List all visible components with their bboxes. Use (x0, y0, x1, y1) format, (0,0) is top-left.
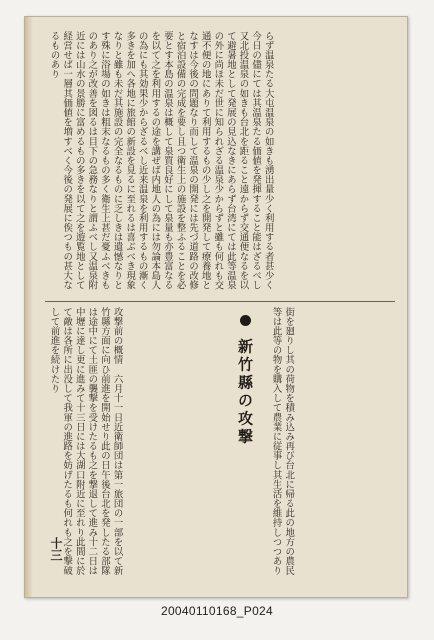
upper-text-block (47, 31, 393, 295)
section-heading-text: 新竹縣の攻撃 (236, 338, 254, 447)
lower-left-text-block (47, 307, 233, 579)
section-heading (235, 315, 256, 446)
image-caption: 20040110168_P024 (160, 604, 274, 618)
book-page (24, 16, 408, 598)
upper-body-text: らず温泉たる大屯温泉の如きも湧出量少く利用する者甚少く今日の儘にては其温泉たる価値を発揮すること能はざるべし又北投温泉の如きも台北を距ること遠からず交通便なるを以て避暑地として発展の見込なきにあらず台湾にては此等温泉の外に尚ほ未だ世に知られざる温泉少からずと雖も何れも交通不便の地にありて利用するもの少し之を開発して療養地となすは今後の問題なり而して温泉の開発には先づ道路の改修と宿泊設備の完成を要し且つ衛生上の施設を整ふることを必要とす本島の温泉は概して泉質良好にして泉量も亦豊富なるを以て之を利用するの途を講ぜば内地人の為には勿論本島人の為にも其効果少からざるべし近来温泉を利用するもの漸く多きを加へ各地に旅館の新設を見るに至れるは喜ぶべき現象なりと雖も未だ其施設の完全なるものに乏しきは遺憾なりとす殊に浴場の如きは粗末なるもの多く衛生上甚だ憂ふべきものあり之が改善を図るは目下の急務なりと謂ふべし又温泉附近には山水の景勝に富めるもの多きを以て之を遊覧地として経営せば一層其価値を増すべく今後の発展に俟つもの甚大なるものあり (48, 31, 274, 290)
lower-right-body-text: 街を廻りし其の荷物を積み込み再び台北に帰る此の地方の農民等は此等の物を購入して農業に従事し其生活を維持しつつあり (270, 307, 295, 576)
lower-right-text-block (269, 307, 393, 579)
lower-left-body-text: 攻撃前の概情 六月十一日近衛師団は第一旅団の一部を以て新竹縣方面に向ひ前進を開始せり此の日午後台北を発したる部隊は途中にて土匪の襲撃を受けたるも之を撃退して進み十二日は中壢に達し更に進みて十三日には大湖口附近に至れり此間に於て敵は各所に出没して我軍の進路を妨げたるも何れも之を撃破して前進を続けたり (48, 307, 123, 576)
page-number: 十三 (49, 537, 63, 561)
bullet-icon (240, 315, 251, 326)
page-spine-shadow (25, 17, 33, 597)
section-heading-box (235, 309, 265, 569)
section-divider (45, 301, 395, 302)
